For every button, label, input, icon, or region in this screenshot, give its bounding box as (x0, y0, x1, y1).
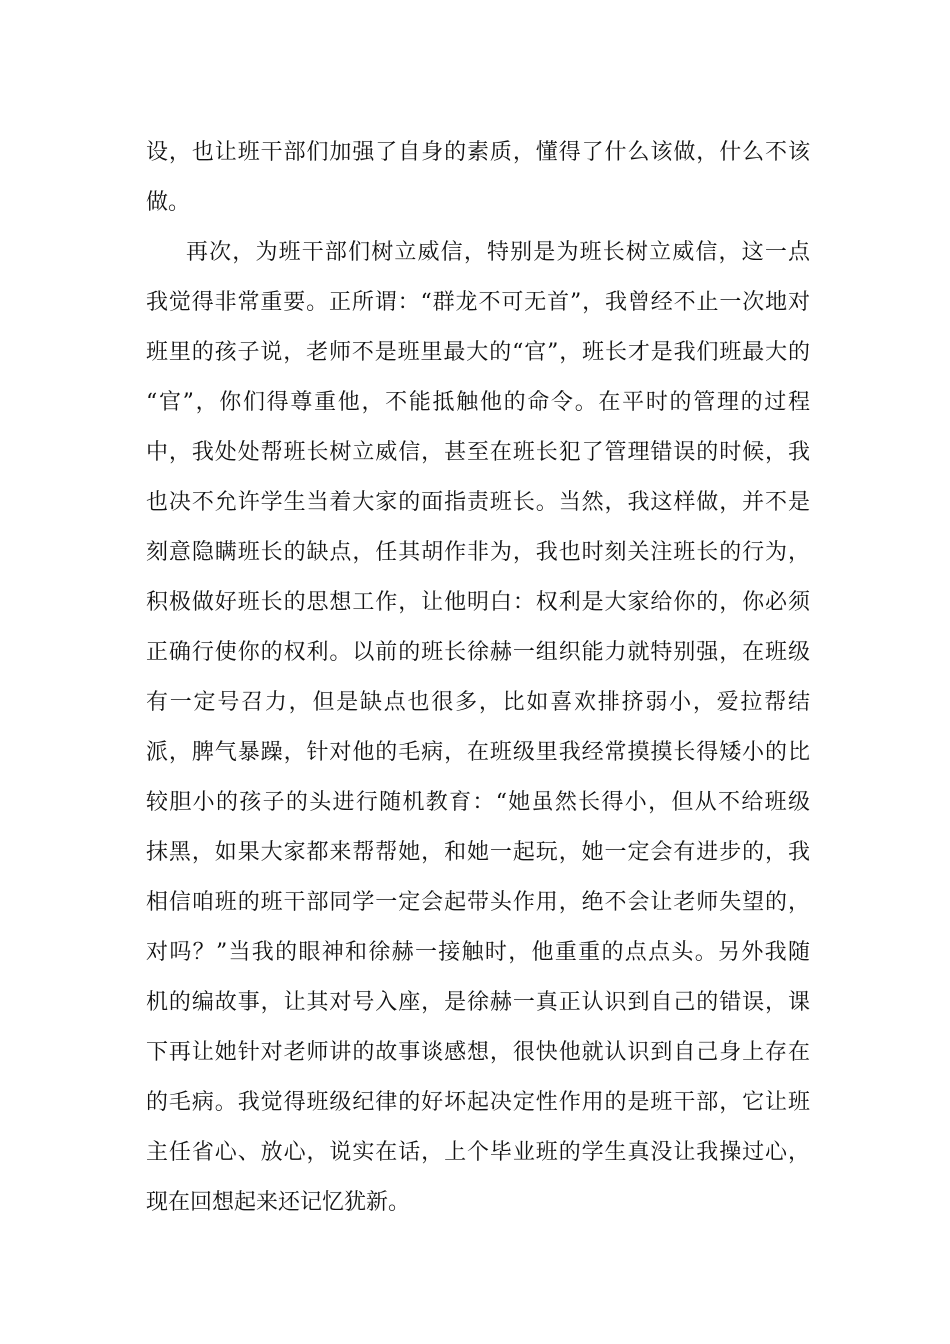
text-line: 做。 (146, 190, 191, 215)
text-line: 班里的孩子说，老师不是班里最大的“官”，班长才是我们班最大的 (146, 340, 810, 365)
text-line: 机的编故事，让其对号入座，是徐赫一真正认识到自己的错误，课 (146, 990, 810, 1015)
text-line: 现在回想起来还记忆犹新。 (146, 1190, 411, 1215)
text-line: 设，也让班干部们加强了自身的素质，懂得了什么该做，什么不该 (146, 140, 810, 165)
text-line: 派，脾气暴躁，针对他的毛病，在班级里我经常摸摸长得矮小的比 (146, 740, 810, 765)
text-line: 相信咱班的班干部同学一定会起带头作用，绝不会让老师失望的， (146, 890, 810, 915)
text-line: “官”，你们得尊重他，不能抵触他的命令。在平时的管理的过程 (146, 390, 810, 415)
text-line: 有一定号召力，但是缺点也很多，比如喜欢排挤弱小，爱拉帮结 (146, 690, 810, 715)
text-line: 刻意隐瞒班长的缺点，任其胡作非为，我也时刻关注班长的行为， (146, 540, 810, 565)
text-line: 我觉得非常重要。正所谓：“群龙不可无首”，我曾经不止一次地对 (146, 290, 810, 315)
text-line: 再次，为班干部们树立威信，特别是为班长树立威信，这一点 (186, 240, 810, 265)
text-line: 的毛病。我觉得班级纪律的好坏起决定性作用的是班干部，它让班 (146, 1090, 810, 1115)
text-line: 积极做好班长的思想工作，让他明白：权利是大家给你的，你必须 (146, 590, 810, 615)
text-line: 对吗？”当我的眼神和徐赫一接触时，他重重的点点头。另外我随 (146, 940, 810, 965)
paragraph-2 (146, 228, 810, 1228)
text-line: 正确行使你的权利。以前的班长徐赫一组织能力就特别强，在班级 (146, 640, 810, 665)
text-line: 主任省心、放心，说实在话，上个毕业班的学生真没让我操过心， (146, 1140, 810, 1165)
paragraph-1 (146, 128, 810, 228)
text-line: 也决不允许学生当着大家的面指责班长。当然，我这样做，并不是 (146, 490, 810, 515)
body-text (146, 128, 810, 1228)
text-line: 下再让她针对老师讲的故事谈感想，很快他就认识到自己身上存在 (146, 1040, 810, 1065)
text-line: 较胆小的孩子的头进行随机教育：“她虽然长得小，但从不给班级 (146, 790, 810, 815)
text-line: 抹黑，如果大家都来帮帮她，和她一起玩，她一定会有进步的，我 (146, 840, 810, 865)
text-line: 中，我处处帮班长树立威信，甚至在班长犯了管理错误的时候，我 (146, 440, 810, 465)
